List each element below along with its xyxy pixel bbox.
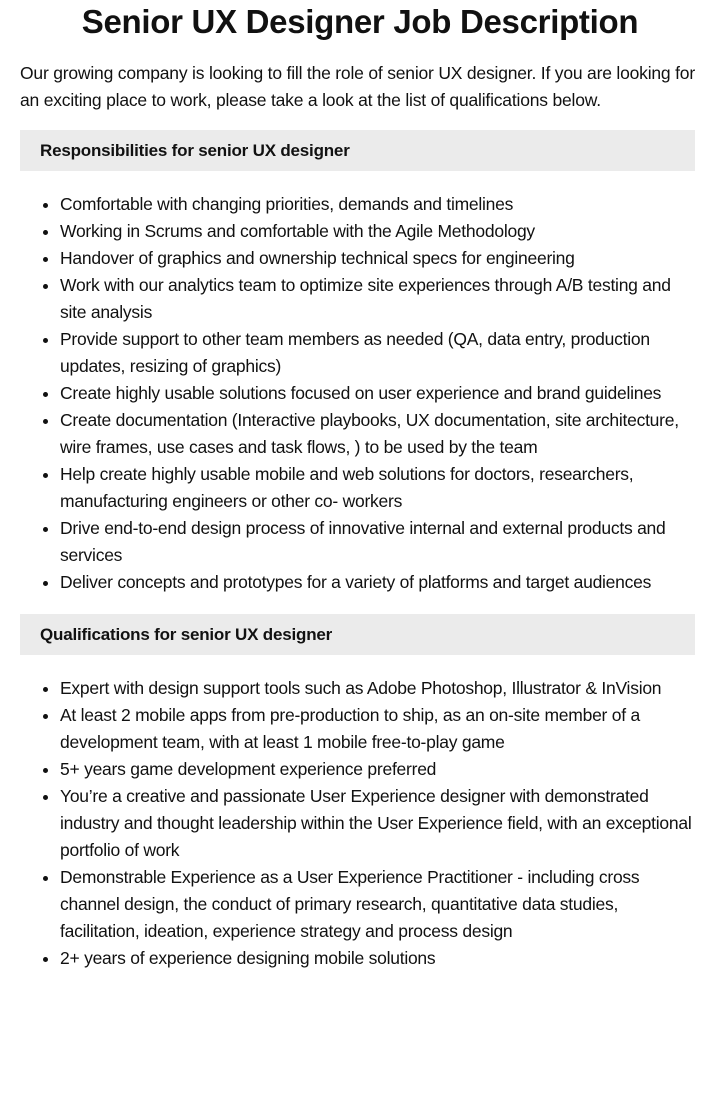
list-item: • Provide support to other team members as needed (QA, data entry, production updates, resizing of graphics) (60, 326, 695, 380)
responsibilities-heading: Responsibilities for senior UX designer (20, 130, 695, 171)
list-item: • Demonstrable Experience as a User Experience Practitioner - including cross channel design, the conduct of primary research, quantitative data studies, facilitation, ideation, experience strategy and process design (60, 864, 695, 945)
list-item: • Expert with design support tools such as Adobe Photoshop, Illustrator & InVision (60, 675, 695, 702)
list-item: • Create documentation (Interactive playbooks, UX documentation, site architecture, wire frames, use cases and task flows, ) to be used by the team (60, 407, 695, 461)
list-item: • You’re a creative and passionate User Experience designer with demonstrated industry and thought leadership within the User Experience field, with an exceptional portfolio of work (60, 783, 695, 864)
list-item: • Deliver concepts and prototypes for a variety of platforms and target audiences (60, 569, 695, 596)
list-item: • Comfortable with changing priorities, demands and timelines (60, 191, 695, 218)
page-title: Senior UX Designer Job Description (81, 3, 639, 40)
list-item: • 2+ years of experience designing mobile solutions (60, 945, 695, 972)
intro-paragraph: Our growing company is looking to fill the role of senior UX designer. If you are looking for an exciting place to work, please take a look at the list of qualifications below. (20, 63, 695, 110)
list-item: • Create highly usable solutions focused on user experience and brand guidelines (60, 380, 695, 407)
list-item: • Handover of graphics and ownership technical specs for engineering (60, 245, 695, 272)
qualifications-heading: Qualifications for senior UX designer (20, 614, 695, 655)
list-item: • At least 2 mobile apps from pre-production to ship, as an on-site member of a development team, with at least 1 mobile free-to-play game (60, 702, 695, 756)
list-item: • 5+ years game development experience preferred (60, 756, 695, 783)
list-item: • Work with our analytics team to optimize site experiences through A/B testing and site analysis (60, 272, 695, 326)
qualifications-list (20, 675, 695, 972)
list-item: • Drive end-to-end design process of innovative internal and external products and services (60, 515, 695, 569)
responsibilities-list (20, 191, 695, 596)
list-item: • Working in Scrums and comfortable with the Agile Methodology (60, 218, 695, 245)
list-item: • Help create highly usable mobile and web solutions for doctors, researchers, manufacturing engineers or other co- workers (60, 461, 695, 515)
